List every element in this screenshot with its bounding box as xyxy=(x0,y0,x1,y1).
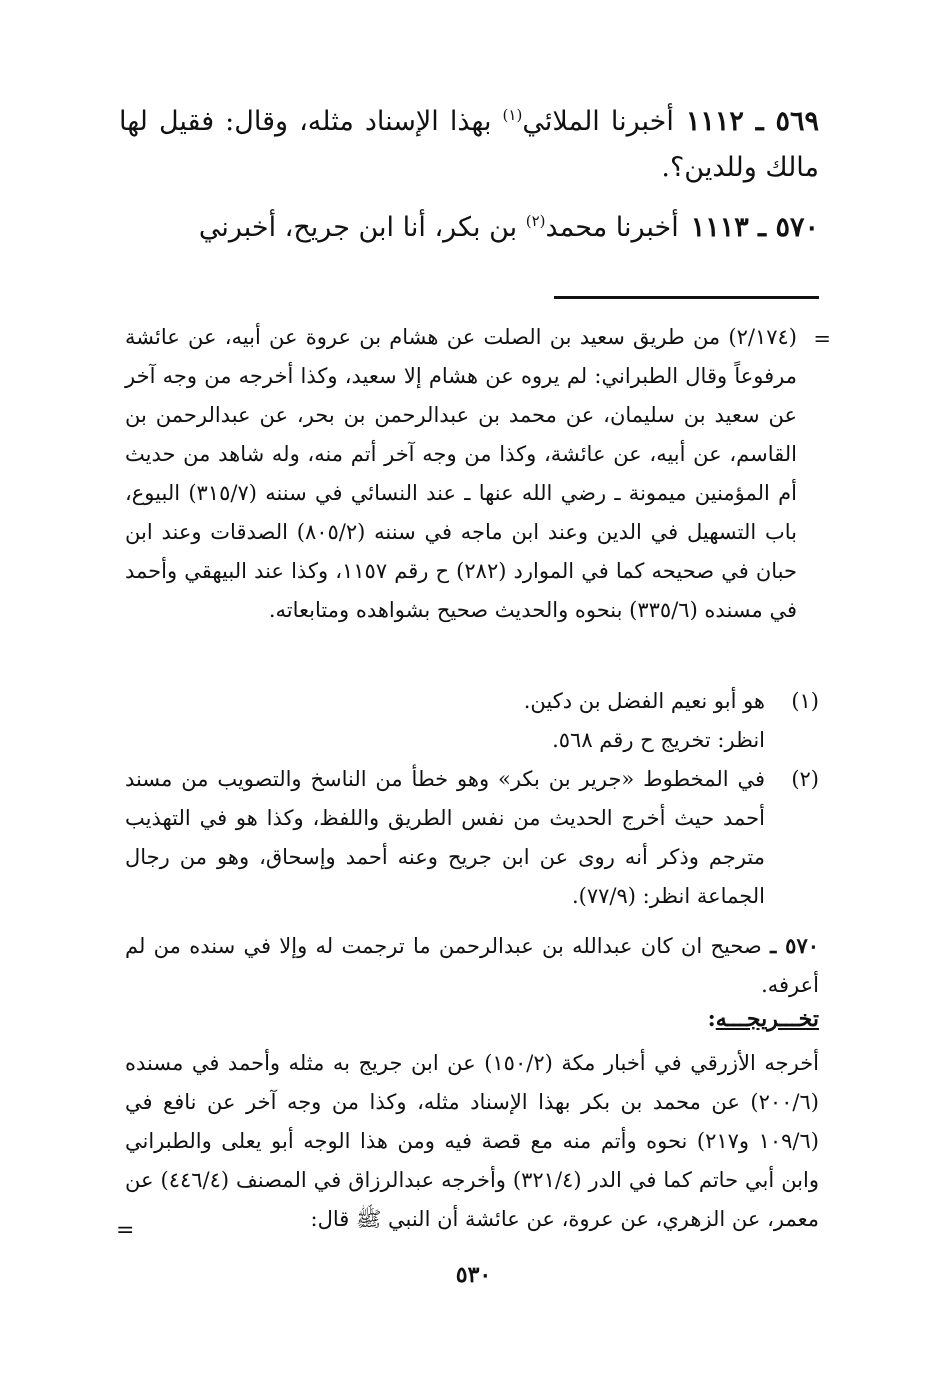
takhrij-continuation-mark: = xyxy=(116,1218,135,1243)
footnote-continuation: (٢/١٧٤) من طريق سعيد بن الصلت عن هشام بن عروة عن أبيه، عن عائشة مرفوعاً وقال الطبراني: لم يروه عن هشام إلا سعيد، وكذا أخرجه من وجه آخر عن سعيد بن سليمان، عن محمد بن عبدالرحمن بن بحر، عن عبدالرحمن بن القاسم، عن أبيه، عن عائشة، وكذا من وجه آخر أتم منه، وله شاهد من حديث أم المؤمنين ميمونة ـ رضي الله عنها ـ عند النسائي في سننه (٣١٥/٧) البيوع، باب التسهيل في الدين وعند ابن ماجه في سننه (٨٠٥/٢) الصدقات وعند ابن حبان في صحيحه كما في الموارد (٢٨٢) ح رقم ١١٥٧، وكذا عند البيهقي وأحمد في مسنده (٣٣٥/٦) بنحوه والحديث صحيح بشواهده ومتابعاته. xyxy=(125,325,798,622)
footnote-1-line: هو أبو نعيم الفضل بن دكين. xyxy=(523,689,765,713)
hadith-number: ٥٧٠ ـ ١١١٣ xyxy=(690,212,819,243)
hadith-number: ٥٦٩ ـ ١١١٢ xyxy=(685,106,820,137)
footnote-2: في المخطوط «جرير بن بكر» وهو خطأ من الناسخ والتصويب من مسند أحمد حيث أخرج الحديث من نفس الطريق واللفظ، وكذا هو في التهذيب مترجم وذكر أنه روى عن ابن جريح وعنه أحمد وإسحاق، وهو من رجال الجماعة انظر: (٧٧/٩). xyxy=(125,767,765,908)
page-number: ٥٣٠ xyxy=(455,1262,492,1288)
hadith-text: أخبرنا الملائي xyxy=(522,106,674,137)
continuation-mark: = xyxy=(813,327,831,351)
footnote-1-mark: (١) xyxy=(791,689,819,713)
hadith-text: أخبرنا محمد xyxy=(545,212,679,243)
takhrij-text: أخرجه الأزرقي في أخبار مكة (١٥٠/٢) عن ابن جريج به مثله وأحمد في مسنده (٢٠٠/٦) عن محمد بن بكر بهذا الإسناد مثله، وكذا من وجه آخر عن نافع في (١٠٩/٦ و٢١٧) نحوه وأتم منه مع قصة فيه ومن هذا الوجه أبو يعلى والطبراني وابن أبي حاتم كما في الدر (٣٢١/٤) وأخرجه عبدالرزاق في المصنف (٤٤٦/٤) عن معمر، عن الزهري، عن عروة، عن عائشة أن النبي ﷺ قال: xyxy=(125,1051,820,1231)
hadith-570 xyxy=(119,198,819,251)
footnote-1 xyxy=(125,682,765,760)
hadith-text: بن بكر، أنا ابن جريح، أخبرني xyxy=(198,212,526,243)
footnote-1-line: انظر: تخريج ح رقم ٥٦٨. xyxy=(552,728,765,752)
commentary-570 xyxy=(125,926,819,1005)
footnote-separator xyxy=(554,296,819,299)
commentary-number: ٥٧٠ ـ xyxy=(770,933,820,958)
hadith-text: بهذا الإسناد مثله، وقال: فقيل لها مالك وللدين؟. xyxy=(119,106,819,183)
footnote-ref: (١) xyxy=(502,106,523,124)
takhrij-heading xyxy=(708,1002,819,1036)
commentary-text: صحيح ان كان عبدالله بن عبدالرحمن ما ترجمت له وإلا في سنده من لم أعرفه. xyxy=(125,934,819,997)
hadith-569 xyxy=(119,92,819,191)
footnote-2-mark: (٢) xyxy=(791,767,819,791)
takhrij-heading-text: تخـــريجـــه xyxy=(715,1006,819,1032)
footnote-ref: (٢) xyxy=(525,212,546,230)
takhrij-heading-colon: : xyxy=(707,1006,716,1032)
